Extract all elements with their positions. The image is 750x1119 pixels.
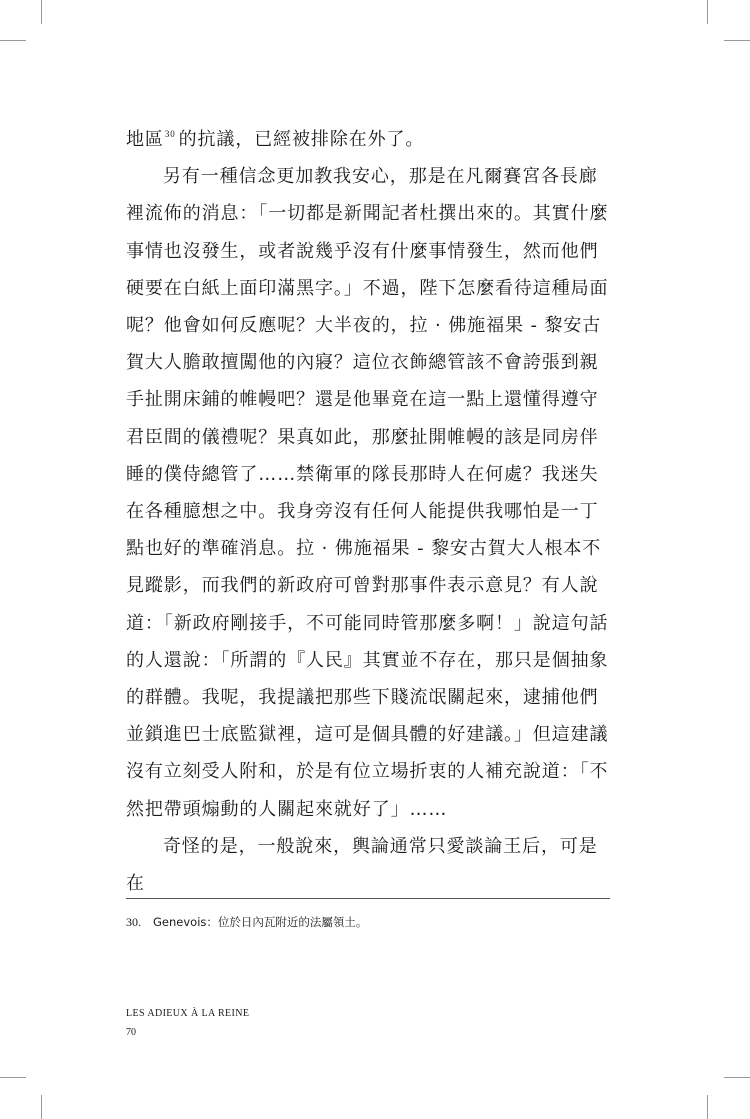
footnote-reference[interactable]: 30 [164, 129, 176, 139]
footnote-divider [126, 898, 610, 899]
body-text [126, 116, 612, 902]
crop-mark [707, 1095, 708, 1119]
running-title: LES ADIEUX À LA REINE [126, 1008, 250, 1019]
crop-mark [41, 0, 42, 24]
footnote-text: Genevois：位於日內瓦附近的法屬領土。 [153, 915, 368, 929]
paragraph-text: 地區 [126, 129, 164, 150]
crop-mark [0, 40, 26, 41]
crop-mark [0, 1077, 26, 1078]
paragraph: 奇怪的是，一般說來，輿論通常只愛談論王后，可是在 [126, 835, 598, 895]
paragraph-text: 的抗議，已經被排除在外了。 [178, 129, 425, 150]
crop-mark [707, 0, 708, 24]
paragraph: 另有一種信念更加教我安心，那是在凡爾賽宮各長廊裡流佈的消息：「一切都是新聞記者杜撰出來的。其實什麼事情也沒發生，或者說幾乎沒有什麼事情發生，然而他們硬要在白紙上面印滿黑字。」不過，陛下怎麼看待這種局面呢？他會如何反應呢？大半夜的，拉 · 佛施福果 - 黎安古賀大人膽敢擅闖他的內寢？這位衣飾總管該不會誇張到親手扯開床鋪的帷幔吧？還是他畢竟在這一點上還懂得遵守君臣間的儀禮呢？果真如此，那麼扯開帷幔的該是同房伴睡的僕侍總管了……禁衛軍的隊長那時人在何處？我迷失在各種臆想之中。我身旁沒有任何人能提供我哪怕是一丁點也好的準確消息。拉 · 佛施福果 - 黎安古賀大人根本不見蹤影，而我們的新政府可曾對那事件表示意見？有人說道：「新政府剛接手，不可能同時管那麼多啊！」說這句話的人還說：「所謂的『人民』其實並不存在，那只是個抽象的群體。我呢，我提議把那些下賤流氓關起來，逮捕他們並鎖進巴士底監獄裡，這可是個具體的好建議。」但這建議沒有立刻受人附和，於是有位立場折衷的人補充說道：「不然把帶頭煽動的人關起來就好了」…… [126, 166, 609, 820]
footnote-number: 30. [126, 915, 141, 929]
page-number: 70 [126, 1027, 136, 1038]
crop-mark [724, 40, 750, 41]
paragraph [126, 116, 612, 158]
crop-mark [41, 1095, 42, 1119]
footnote [126, 914, 367, 930]
crop-mark [724, 1077, 750, 1078]
